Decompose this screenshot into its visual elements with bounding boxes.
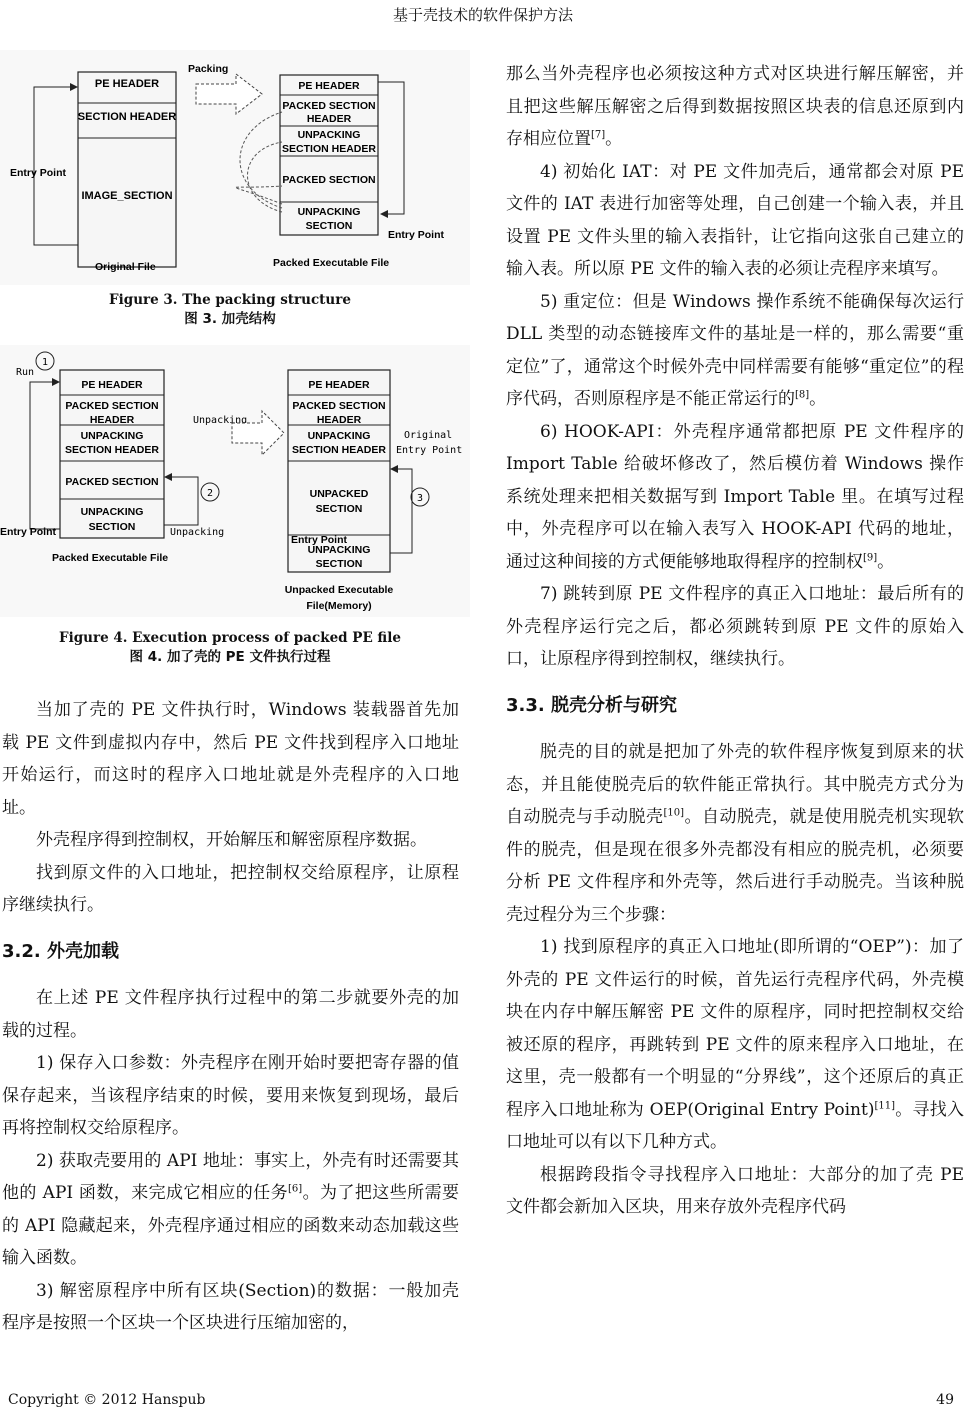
figure-4-caption-zh: 图 4. 加了壳的 PE 文件执行过程 [129,649,331,665]
running-header: 基于壳技术的软件保护方法 [392,6,573,24]
page-number: 49 [936,1392,954,1408]
svg-text:Original: Original [404,430,453,441]
paragraph: 5) 重定位：但是 Windows 操作系统不能确保每次运行 DLL 类型的动态链接库文件的基址是一样的，那么需要“重定位”了，通常这个时候外壳中同样需要有能够“重定位”的程序代码，否则原程序是不能正常运行的[8]。 [506,291,964,409]
right-column [506,58,964,1224]
paragraph: 那么当外壳程序也必须按这种方式对区块进行解压解密，并且把这些解压解密之后得到数据按照区块表的信息还原到内存相应位置[7]。 [506,64,964,149]
paragraph: 外壳程序得到控制权，开始解压和解密原程序数据。 [36,830,427,850]
paragraph: 脱壳的目的就是把加了外壳的软件程序恢复到原来的状态，并且能使脱壳后的软件能正常执行。其中脱壳方式分为自动脱壳与手动脱壳[10]。自动脱壳，就是使用脱壳机实现软件的脱壳，但是现在很多外壳都没有相应的脱壳机，必须要分析 PE 文件程序和外壳等，然后进行手动脱壳。当该种脱壳过程分为三个步骤： [506,742,965,925]
fig3-packed-file-label: Packed Executable File [273,257,390,269]
svg-text:SECTION HEADER: SECTION HEADER [292,444,386,456]
svg-text:Unpacking: Unpacking [170,527,225,538]
svg-text:PACKED SECTION: PACKED SECTION [65,400,159,412]
svg-text:UNPACKING: UNPACKING [80,430,144,442]
fig3-original-file-label: Original File [95,261,156,273]
orig-section-header: SECTION HEADER [77,111,177,123]
svg-text:UNPACKING: UNPACKING [297,206,361,218]
svg-text:File(Memory): File(Memory) [306,600,372,612]
fig3-packing-label: Packing [188,63,229,75]
paragraph: 根据跨段指令寻找程序入口地址：大部分的加了壳 PE 文件都会新加入区块，用来存放外壳程序代码 [506,1164,964,1217]
paragraph: 在上述 PE 文件程序执行过程中的第二步就要外壳的加载的过程。 [2,988,459,1041]
paragraph: 找到原文件的入口地址，把控制权交给原程序，让原程序继续执行。 [2,862,459,915]
section-heading-3-3: 3.3. 脱壳分析与研究 [506,694,677,716]
svg-text:3: 3 [416,493,424,504]
fig4-run-label: Run [16,367,35,378]
svg-text:PE HEADER: PE HEADER [298,80,360,92]
figure-4-caption [0,629,460,667]
fig4-entry-point-inner: Entry Point [291,534,348,546]
figure-3-caption-en: Figure 3. The packing structure [109,292,351,308]
copyright-footer: Copyright © 2012 Hanspub [8,1392,206,1408]
paragraph: 1) 找到原程序的真正入口地址(即所谓的“OEP”)：加了外壳的 PE 文件运行的时候，首先运行壳程序代码，外壳模块在内存中解压解密 PE 文件的原程序，同时把控制权交给被还原的程序，再跳转到 PE 文件的原来程序入口地址，在这里，壳一般都有一个明显的“分界线”，这个还原后的真正程序入口地址称为 OEP(Original Entry Point)[11]。寻找入口地址可以有以下几种方式。 [506,937,964,1152]
fig3-entry-point-right: Entry Point [388,229,445,241]
paragraph: 当加了壳的 PE 文件执行时，Windows 装载器首先加载 PE 文件到虚拟内存中，然后 PE 文件找到程序入口地址开始运行，而这时的程序入口地址就是外壳程序的入口地址。 [2,700,459,818]
svg-text:PE HEADER: PE HEADER [308,379,370,391]
section-heading-3-2: 3.2. 外壳加载 [2,940,119,962]
fig3-entry-point-left: Entry Point [10,167,67,179]
orig-pe-header: PE HEADER [94,78,160,90]
svg-text:PACKED SECTION: PACKED SECTION [282,100,376,112]
svg-text:UNPACKING: UNPACKING [307,544,371,556]
svg-text:Unpacked Executable: Unpacked Executable [284,584,394,596]
figure-3-caption [0,291,460,329]
svg-text:HEADER: HEADER [89,414,135,426]
figure-4-diagram [0,345,470,617]
svg-text:HEADER: HEADER [306,113,352,125]
svg-text:SECTION HEADER: SECTION HEADER [282,143,376,155]
paragraph: 3) 解密原程序中所有区块(Section)的数据：一般加壳程序是按照一个区块一个区块进行压缩加密的， [2,1280,459,1333]
svg-text:Entry Point: Entry Point [396,445,463,456]
svg-text:2: 2 [206,488,214,499]
svg-text:SECTION: SECTION [315,503,363,515]
svg-text:SECTION HEADER: SECTION HEADER [65,444,159,456]
left-column [2,694,459,1340]
paragraph: 4) 初始化 IAT：对 PE 文件加壳后，通常都会对原 PE 文件的 IAT 表进行加密等处理，自己创建一个输入表，并且设置 PE 文件头里的输入表指针，让它指向这张自己建立的输入表。所以原 PE 文件的输入表的必须让壳程序来填写。 [506,161,964,279]
svg-text:1: 1 [41,357,49,368]
svg-text:UNPACKING: UNPACKING [80,506,144,518]
paragraph: 2) 获取壳要用的 API 地址：事实上，外壳有时还需要其他的 API 函数，来完成它相应的任务[6]。为了把这些所需要的 API 隐藏起来，外壳程序通过相应的函数来动态加载这些输入函数。 [2,1150,459,1268]
svg-text:SECTION: SECTION [305,220,353,232]
fig4-entry-point-left: Entry Point [0,526,57,538]
paragraph: 1) 保存入口参数：外壳程序在刚开始时要把寄存器的值保存起来，当该程序结束的时候，要用来恢复到现场，最后再将控制权交给原程序。 [2,1053,459,1138]
svg-text:UNPACKED: UNPACKED [309,488,369,500]
svg-text:SECTION: SECTION [315,558,363,570]
fig4-left-label: Packed Executable File [52,552,169,564]
figure-3-diagram [0,50,470,285]
svg-text:HEADER: HEADER [316,414,362,426]
svg-text:PACKED SECTION: PACKED SECTION [292,400,386,412]
svg-text:UNPACKING: UNPACKING [297,129,361,141]
svg-text:SECTION: SECTION [88,521,136,533]
svg-text:Unpacking: Unpacking [193,415,248,426]
svg-text:PE HEADER: PE HEADER [81,379,143,391]
orig-image-section: IMAGE_SECTION [81,190,173,202]
paragraph: 6) HOOK-API：外壳程序通常都把原 PE 文件程序的 Import Table 给破坏修改了，然后模仿着 Windows 操作系统处理来把相关数据写到 Import Table 里。在填写过程中，外壳程序可以在输入表写入 HOOK-API 代码的地址，通过这种间接的方式便能够地取得程序的控制权[9]。 [506,421,964,572]
svg-text:PACKED SECTION: PACKED SECTION [65,476,159,488]
figure-3-caption-zh: 图 3. 加壳结构 [184,311,276,327]
paragraph: 7) 跳转到原 PE 文件程序的真正入口地址：最后所有的外壳程序运行完之后，都必须跳转到原 PE 文件的原始入口，让原程序得到控制权，继续执行。 [506,584,964,669]
figure-4-caption-en: Figure 4. Execution process of packed PE file [59,630,401,646]
svg-text:UNPACKING: UNPACKING [307,430,371,442]
svg-text:PACKED SECTION: PACKED SECTION [282,174,376,186]
